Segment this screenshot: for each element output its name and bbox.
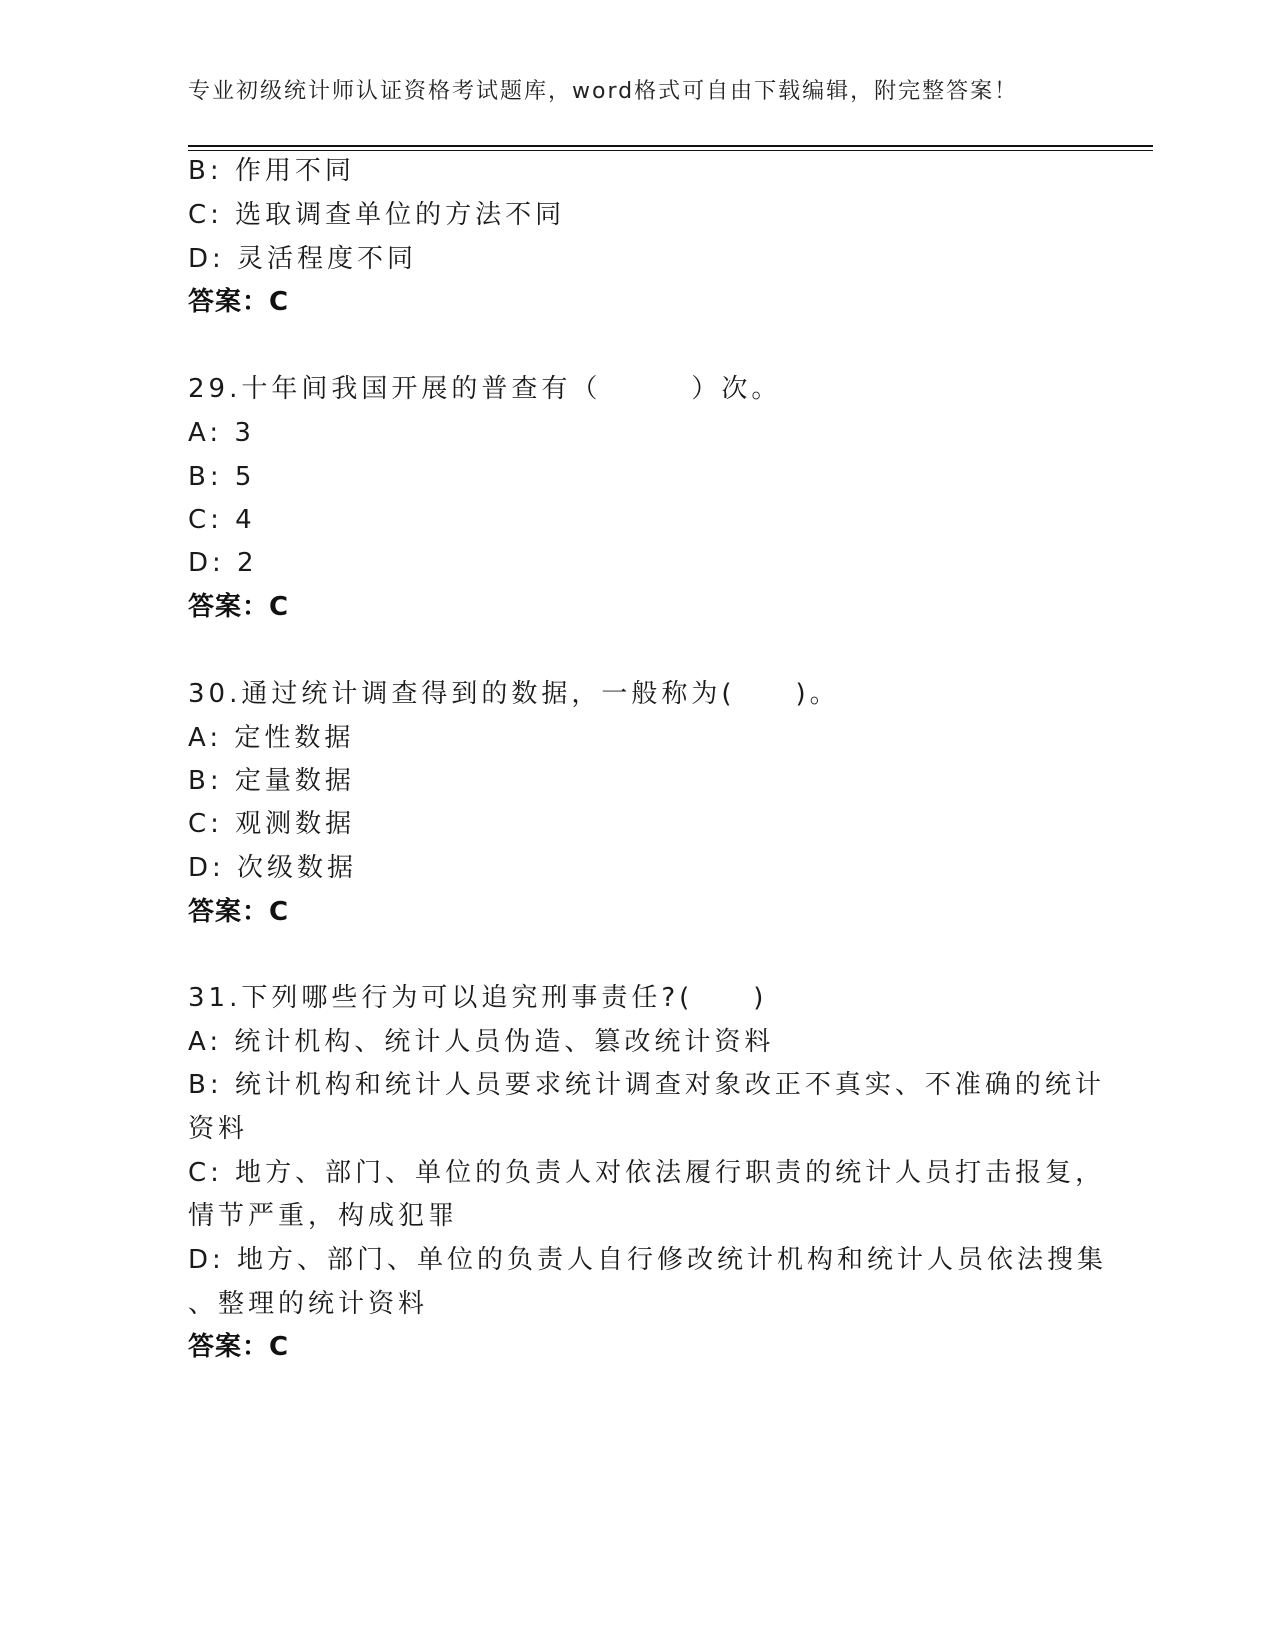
q30-option-d: D: 次级数据 bbox=[188, 853, 358, 883]
q31-option-a: A: 统计机构、统计人员伪造、篡改统计资料 bbox=[188, 1027, 775, 1057]
header-divider-thin bbox=[188, 150, 1153, 151]
q31-option-c: C: 地方、部门、单位的负责人对依法履行职责的统计人员打击报复， bbox=[188, 1158, 1106, 1188]
q29-option-a: A: 3 bbox=[188, 418, 255, 448]
q28-option-d: D: 灵活程度不同 bbox=[188, 244, 418, 274]
q31-question: 31.下列哪些行为可以追究刑事责任?( ) bbox=[188, 983, 768, 1013]
q30-option-c: C: 观测数据 bbox=[188, 809, 356, 839]
q30-option-b: B: 定量数据 bbox=[188, 766, 355, 796]
q29-question: 29.十年间我国开展的普查有（ ）次。 bbox=[188, 374, 782, 404]
q31-answer: 答案：C bbox=[188, 1332, 290, 1362]
q31-option-b-continued: 资料 bbox=[188, 1114, 249, 1144]
q28-option-b: B: 作用不同 bbox=[188, 156, 355, 186]
document-header: 专业初级统计师认证资格考试题库，word格式可自由下载编辑，附完整答案！ bbox=[188, 79, 1019, 104]
q28-option-c: C: 选取调查单位的方法不同 bbox=[188, 200, 566, 230]
header-divider-thick bbox=[188, 145, 1153, 147]
q29-answer: 答案：C bbox=[188, 592, 290, 622]
q30-answer: 答案：C bbox=[188, 897, 290, 927]
q31-option-d-continued: 、整理的统计资料 bbox=[188, 1289, 429, 1319]
q30-option-a: A: 定性数据 bbox=[188, 723, 355, 753]
q31-option-c-continued: 情节严重，构成犯罪 bbox=[188, 1201, 459, 1231]
q28-answer: 答案：C bbox=[188, 287, 290, 317]
q31-option-b: B: 统计机构和统计人员要求统计调查对象改正不真实、不准确的统计 bbox=[188, 1070, 1105, 1100]
q29-option-b: B: 5 bbox=[188, 462, 256, 492]
q30-question: 30.通过统计调查得到的数据，一般称为( )。 bbox=[188, 679, 840, 709]
q31-option-d: D: 地方、部门、单位的负责人自行修改统计机构和统计人员依法搜集 bbox=[188, 1245, 1108, 1275]
q29-option-d: D: 2 bbox=[188, 548, 258, 578]
q29-option-c: C: 4 bbox=[188, 505, 256, 535]
